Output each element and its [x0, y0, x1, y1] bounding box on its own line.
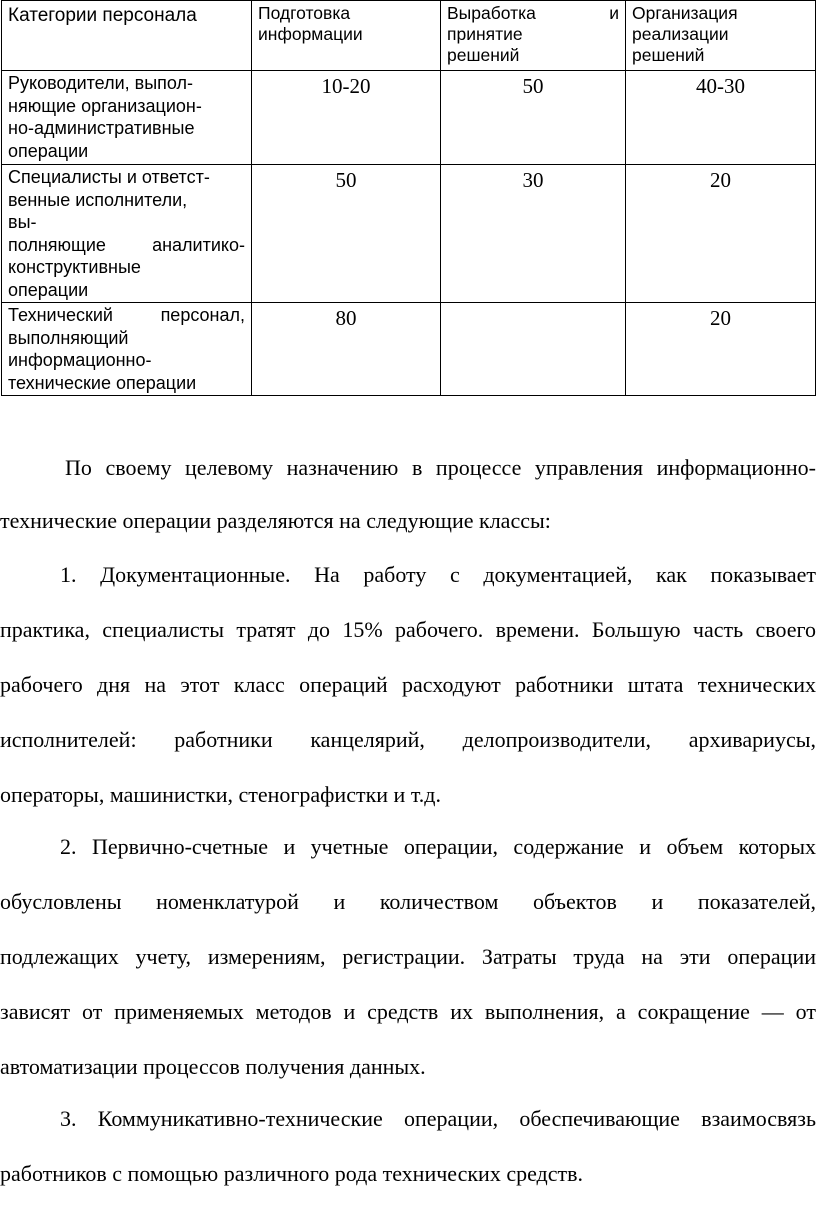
category-line: выполняющий: [8, 327, 129, 348]
text-line: подлежащих учету, измерениям, регистрации. Затраты труда на эти операции: [0, 944, 816, 969]
row-category: [2, 165, 252, 303]
category-line: вы-: [8, 212, 37, 232]
category-line: няющие организацион-: [8, 95, 202, 116]
text-line: работников с помощью различного рода технических средств.: [0, 1161, 584, 1186]
header-text: реализации: [632, 24, 729, 44]
header-text: Категории персонала: [8, 5, 197, 26]
category-line: Руководители, выпол-: [8, 73, 194, 93]
header-information-preparation: [252, 1, 441, 71]
category-line: информационно-: [8, 350, 152, 370]
header-personnel-categories: [2, 1, 252, 71]
category-line: Технический персонал,: [8, 305, 245, 325]
text-line: зависят от применяемых методов и средств их выполнения, а сокращение — от: [0, 999, 816, 1024]
text-line: По своему целевому назначению в процессе управления информационно-: [65, 455, 816, 480]
text-line: 3. Коммуникативно-технические операции, обеспечивающие взаимосвязь: [60, 1106, 816, 1131]
header-decision-implementation: [626, 1, 816, 71]
text-line: обусловлены номенклатурой и количеством объектов и показателей,: [0, 889, 816, 914]
value-cell: 50: [441, 71, 626, 165]
text-line: технические операции разделяются на следующие классы:: [0, 508, 551, 533]
table-header-row: [2, 1, 816, 71]
category-line: операции: [8, 140, 89, 161]
value-cell: 20: [626, 165, 816, 303]
value-cell: 40-30: [626, 71, 816, 165]
header-text: Выработка: [447, 3, 536, 23]
row-category: [2, 303, 252, 396]
value-cell: 10-20: [252, 71, 441, 165]
personnel-time-table: [1, 0, 816, 396]
text-line: операторы, машинистки, стенографистки и т.д.: [0, 782, 441, 807]
header-text: принятие: [447, 24, 523, 44]
table-row: [2, 303, 816, 396]
header-text: решений: [447, 45, 520, 65]
category-line: полняющие аналитико-: [8, 234, 245, 255]
header-text: и: [609, 3, 619, 23]
value-cell: [441, 303, 626, 396]
category-line: Специалисты и ответст-: [8, 167, 210, 187]
text-line: рабочего дня на этот класс операций расходуют работники штата технических: [0, 672, 816, 697]
header-text: информации: [258, 24, 363, 44]
category-line: но-административные: [8, 118, 195, 138]
text-line: 1. Документационные. На работу с документацией, как показывает: [60, 562, 816, 587]
value-cell: 50: [252, 165, 441, 303]
table-row: [2, 71, 816, 165]
text-line: автоматизации процессов получения данных.: [0, 1054, 426, 1079]
category-line: технические операции: [8, 372, 197, 393]
text-line: практика, специалисты тратят до 15% рабочего. времени. Большую часть своего: [0, 617, 816, 642]
header-text: Подготовка: [258, 3, 351, 23]
header-text: Организация: [632, 3, 738, 23]
header-decision-making: [441, 1, 626, 71]
header-text: решений: [632, 45, 705, 65]
text-line: 2. Первично-счетные и учетные операции, содержание и объем которых: [60, 834, 816, 859]
category-line: операции: [8, 279, 89, 300]
row-category: [2, 71, 252, 165]
table-row: [2, 165, 816, 303]
text-line: исполнителей: работники канцелярий, делопроизводители, архивариусы,: [0, 727, 816, 752]
value-cell: 30: [441, 165, 626, 303]
value-cell: 20: [626, 303, 816, 396]
category-line: венные исполнители,: [8, 189, 188, 210]
category-line: конструктивные: [8, 257, 141, 277]
value-cell: 80: [252, 303, 441, 396]
